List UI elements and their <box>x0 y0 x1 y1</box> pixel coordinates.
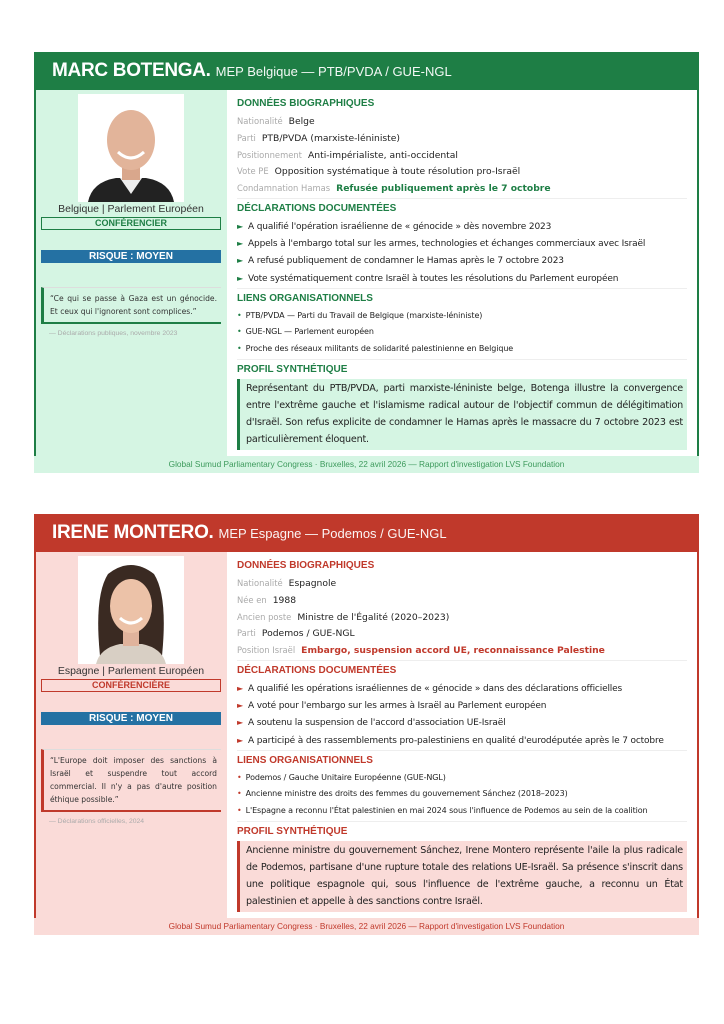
bio-row <box>237 609 687 626</box>
triangle-bullet-icon: ► <box>237 683 244 693</box>
declaration-text: A participé à des rassemblements pro-palestiniens en qualité d'eurodéputée après le 7 octobre <box>248 735 664 746</box>
bio-row <box>237 180 687 197</box>
bio-label: Née en <box>237 594 267 605</box>
mep-subtitle: MEP Espagne — Podemos / GUE-NGL <box>218 525 447 541</box>
risk-badge: RISQUE : MOYEN <box>41 250 221 263</box>
declaration-item <box>237 680 687 697</box>
bio-list <box>237 575 687 661</box>
bio-value: PTB/PVDA (marxiste-léniniste) <box>261 132 400 144</box>
bio-row <box>237 113 687 130</box>
triangle-bullet-icon: ► <box>237 256 244 266</box>
card-header <box>34 514 699 552</box>
declaration-item <box>237 732 687 749</box>
bio-label: Positionnement <box>237 149 302 160</box>
bio-row <box>237 592 687 609</box>
triangle-bullet-icon: ► <box>237 239 244 249</box>
card-footer: Global Sumud Parliamentary Congress · Bruxelles, 22 avril 2026 — Rapport d'investigation LVS Foundation <box>34 456 699 473</box>
declaration-text: A qualifié l'opération israélienne de « génocide » dès novembre 2023 <box>248 221 552 232</box>
bio-value: Opposition systématique à toute résolution pro-Israël <box>274 166 521 178</box>
bio-row <box>237 130 687 147</box>
bio-label: Ancien poste <box>237 611 292 622</box>
link-item <box>237 308 687 325</box>
section-title-profile: PROFIL SYNTHÉTIQUE <box>237 363 348 375</box>
section-title-links: LIENS ORGANISATIONNELS <box>237 292 373 304</box>
declarations-list <box>237 218 687 289</box>
triangle-bullet-icon: ► <box>237 735 244 745</box>
declaration-item <box>237 252 687 269</box>
links-list <box>237 308 687 360</box>
quote-source: — Déclarations publiques, novembre 2023 <box>49 330 178 337</box>
bio-value: Espagnole <box>288 578 337 589</box>
mep-subtitle: MEP Belgique — PTB/PVDA / GUE-NGL <box>215 63 452 79</box>
bio-label: Nationalité <box>237 578 283 588</box>
declaration-text: Appels à l'embargo total sur les armes, technologies et échanges commerciaux avec Israël <box>248 239 646 250</box>
section-title-bio: DONNÉES BIOGRAPHIQUES <box>237 98 375 109</box>
triangle-bullet-icon: ► <box>237 273 244 283</box>
profile-summary: Représentant du PTB/PVDA, parti marxiste-léniniste belge, Botenga illustre la convergence entre l'extrême gauche et l'islamisme radical autour de l'objectif commun de délégitimation d'Israël. Son refus explicite de condamner le Hamas après le massacre du 7 octobre 2023 est particulièrement éloquent. <box>237 379 687 450</box>
link-item <box>237 341 687 358</box>
bio-label: Vote PE <box>237 166 269 177</box>
left-column <box>36 90 225 456</box>
portrait-woman-photo-icon <box>78 556 184 664</box>
declaration-text: A soutenu la suspension de l'accord d'association UE-Israël <box>248 718 506 729</box>
section-title-profile: PROFIL SYNTHÉTIQUE <box>237 825 348 837</box>
left-column <box>36 552 225 918</box>
quote-block: “Ce qui se passe à Gaza est un génocide. Et ceux qui l'ignorent sont complices.” <box>41 287 221 324</box>
triangle-bullet-icon: ► <box>237 701 244 711</box>
bio-row <box>237 642 687 659</box>
right-column <box>227 90 697 456</box>
bio-value: 1988 <box>272 594 297 606</box>
bio-value: Belge <box>288 116 315 127</box>
bio-value: Podemos / GUE-NGL <box>261 628 355 640</box>
link-text: L'Espagne a reconnu l'État palestinien en mai 2024 sous l'influence de Podemos au sein de la coalition <box>245 805 648 815</box>
right-column <box>227 552 697 918</box>
triangle-bullet-icon: ► <box>237 718 244 728</box>
dot-bullet-icon: • <box>237 327 242 337</box>
link-item <box>237 803 687 820</box>
dot-bullet-icon: • <box>237 343 242 353</box>
link-text: Ancienne ministre des droits des femmes du gouvernement Sánchez (2018–2023) <box>245 789 568 799</box>
link-text: PTB/PVDA — Parti du Travail de Belgique (marxiste-léniniste) <box>245 310 483 320</box>
bio-row <box>237 575 687 592</box>
bio-row <box>237 147 687 164</box>
declaration-text: A qualifié les opérations israéliennes de « génocide » dans des déclarations officielles <box>248 683 623 694</box>
bio-list <box>237 113 687 199</box>
bio-row <box>237 163 687 180</box>
declaration-text: A voté pour l'embargo sur les armes à Israël au Parlement européen <box>248 701 547 712</box>
mep-name: MARC BOTENGA. <box>52 60 211 81</box>
declaration-item <box>237 697 687 714</box>
bio-value: Ministre de l'Égalité (2020–2023) <box>297 611 450 623</box>
location-label: Espagne | Parlement Européen <box>57 665 205 677</box>
role-badge: CONFÉRENCIER <box>41 217 221 230</box>
bio-label: Position Israël <box>237 645 296 656</box>
card-body <box>34 552 699 918</box>
links-list <box>237 770 687 822</box>
section-title-links: LIENS ORGANISATIONNELS <box>237 754 373 766</box>
dot-bullet-icon: • <box>237 310 242 320</box>
link-item <box>237 324 687 341</box>
bio-label: Parti <box>237 628 256 639</box>
mep-name: IRENE MONTERO. <box>52 522 214 543</box>
link-text: GUE-NGL — Parlement européen <box>245 327 374 337</box>
card-body <box>34 90 699 456</box>
link-text: Proche des réseaux militants de solidarité palestinienne en Belgique <box>245 343 514 353</box>
bio-value: Anti-impérialiste, anti-occidental <box>307 149 458 161</box>
link-text: Podemos / Gauche Unitaire Européenne (GUE-NGL) <box>245 772 446 782</box>
role-badge: CONFÉRENCIÈRE <box>41 679 221 692</box>
bio-value: Refusée publiquement après le 7 octobre <box>336 183 551 195</box>
section-title-bio: DONNÉES BIOGRAPHIQUES <box>237 560 375 571</box>
location-label: Belgique | Parlement Européen <box>58 203 204 215</box>
quote-block: “L'Europe doit imposer des sanctions à Israël et suspendre tout accord commercial. Il n'y a pas d'autre position éthique possible.” <box>41 749 221 812</box>
dot-bullet-icon: • <box>237 805 242 815</box>
declarations-list <box>237 680 687 751</box>
declaration-text: A refusé publiquement de condamner le Hamas après le 7 octobre 2023 <box>248 256 564 267</box>
bio-label: Parti <box>237 132 256 143</box>
declaration-item <box>237 235 687 252</box>
mep-profile-card <box>34 52 699 473</box>
card-footer: Global Sumud Parliamentary Congress · Bruxelles, 22 avril 2026 — Rapport d'investigation LVS Foundation <box>34 918 699 935</box>
link-item <box>237 770 687 787</box>
bio-row <box>237 625 687 642</box>
dot-bullet-icon: • <box>237 789 242 799</box>
link-item <box>237 786 687 803</box>
risk-badge: RISQUE : MOYEN <box>41 712 221 725</box>
declaration-item <box>237 714 687 731</box>
section-title-declarations: DÉCLARATIONS DOCUMENTÉES <box>237 202 397 214</box>
profile-summary: Ancienne ministre du gouvernement Sánchez, Irene Montero représente l'aile la plus radicale de Podemos, partisane d'une rupture totale des relations UE-Israël. Sa présence s'inscrit dans une politique espagnole qui, sous l'influence de l'extrême gauche, a reconnu un État palestinien et appelle à des sanctions contre Israël. <box>237 841 687 912</box>
card-header <box>34 52 699 90</box>
mep-profile-card <box>34 514 699 935</box>
declaration-text: Vote systématiquement contre Israël à toutes les résolutions du Parlement européen <box>248 273 619 284</box>
quote-source: — Déclarations officielles, 2024 <box>49 818 145 825</box>
declaration-item <box>237 218 687 235</box>
declaration-item <box>237 270 687 287</box>
portrait-man-photo-icon <box>78 94 184 202</box>
triangle-bullet-icon: ► <box>237 221 244 231</box>
bio-label: Condamnation Hamas <box>237 183 331 194</box>
bio-label: Nationalité <box>237 116 283 126</box>
bio-value: Embargo, suspension accord UE, reconnaissance Palestine <box>301 645 605 657</box>
section-title-declarations: DÉCLARATIONS DOCUMENTÉES <box>237 664 397 676</box>
dot-bullet-icon: • <box>237 772 242 782</box>
